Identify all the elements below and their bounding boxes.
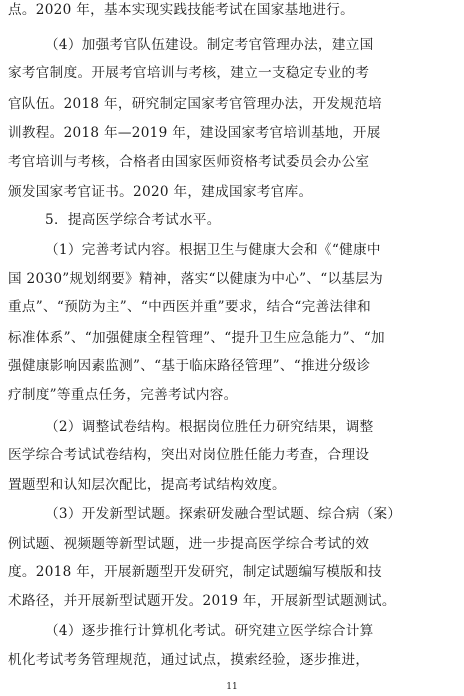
paragraph-heading: （1）完善考试内容。根据卫生与健康大会和《“健康中 bbox=[45, 242, 381, 258]
text-line: 医学综合考试试卷结构，突出对岗位胜任能力考查，合理设 bbox=[8, 447, 370, 463]
text-line: 考官培训与考核，合格者由国家医师资格考试委员会办公室 bbox=[8, 154, 370, 170]
text-line: 机化考试考务管理规范，通过试点，摸索经验，逐步推进， bbox=[8, 652, 370, 668]
text-line: 训教程。2018 年—2019 年，建设国家考官培训基地，开展 bbox=[8, 125, 381, 141]
text-line: 术路径，并开展新型试题开发。2019 年，开展新型试题测试。 bbox=[8, 593, 396, 609]
text-line: 强健康影响因素监测”、“基于临床路径管理”、“推进分级诊 bbox=[8, 358, 371, 374]
text-line: 点。2020 年，基本实现实践技能考试在国家基地进行。 bbox=[8, 2, 355, 18]
text-line: 置题型和认知层次配比，提高考试结构效度。 bbox=[8, 477, 286, 493]
section-heading: 5．提高医学综合考试水平。 bbox=[45, 212, 221, 228]
text-line: 国 2030”规划纲要》精神，落实“以健康为中心”、“以基层为 bbox=[8, 271, 384, 287]
text-line: 重点”、“预防为主”、“中西医并重”要求，结合“完善法律和 bbox=[8, 299, 372, 315]
page-number: 11 bbox=[226, 682, 238, 692]
text-line: 疗制度”等重点任务，完善考试内容。 bbox=[8, 387, 238, 403]
paragraph-heading: （3）开发新型试题。探索研发融合型试题、综合病（案） bbox=[45, 506, 402, 522]
paragraph-heading: （2）调整试卷结构。根据岗位胜任力研究结果，调整 bbox=[45, 419, 374, 435]
text-line: 颁发国家考官证书。2020 年，建成国家考官库。 bbox=[8, 184, 313, 200]
text-line: 度。2018 年，开展新题型开发研究，制定试题编写模版和技 bbox=[8, 564, 382, 580]
text-line: 例试题、视频题等新型试题，进一步提高医学综合考试的效 bbox=[8, 536, 370, 552]
paragraph-heading: （4）加强考官队伍建设。制定考官管理办法，建立国 bbox=[45, 37, 374, 53]
text-line: 家考官制度。开展考官培训与考核，建立一支稳定专业的考 bbox=[8, 65, 370, 81]
text-line: 官队伍。2018 年，研究制定国家考官管理办法，开发规范培 bbox=[8, 96, 382, 112]
text-line: 标准体系”、“加强健康全程管理”、“提升卫生应急能力”、“加 bbox=[8, 330, 385, 346]
paragraph-heading: （4）逐步推行计算机化考试。研究建立医学综合计算 bbox=[45, 623, 374, 639]
